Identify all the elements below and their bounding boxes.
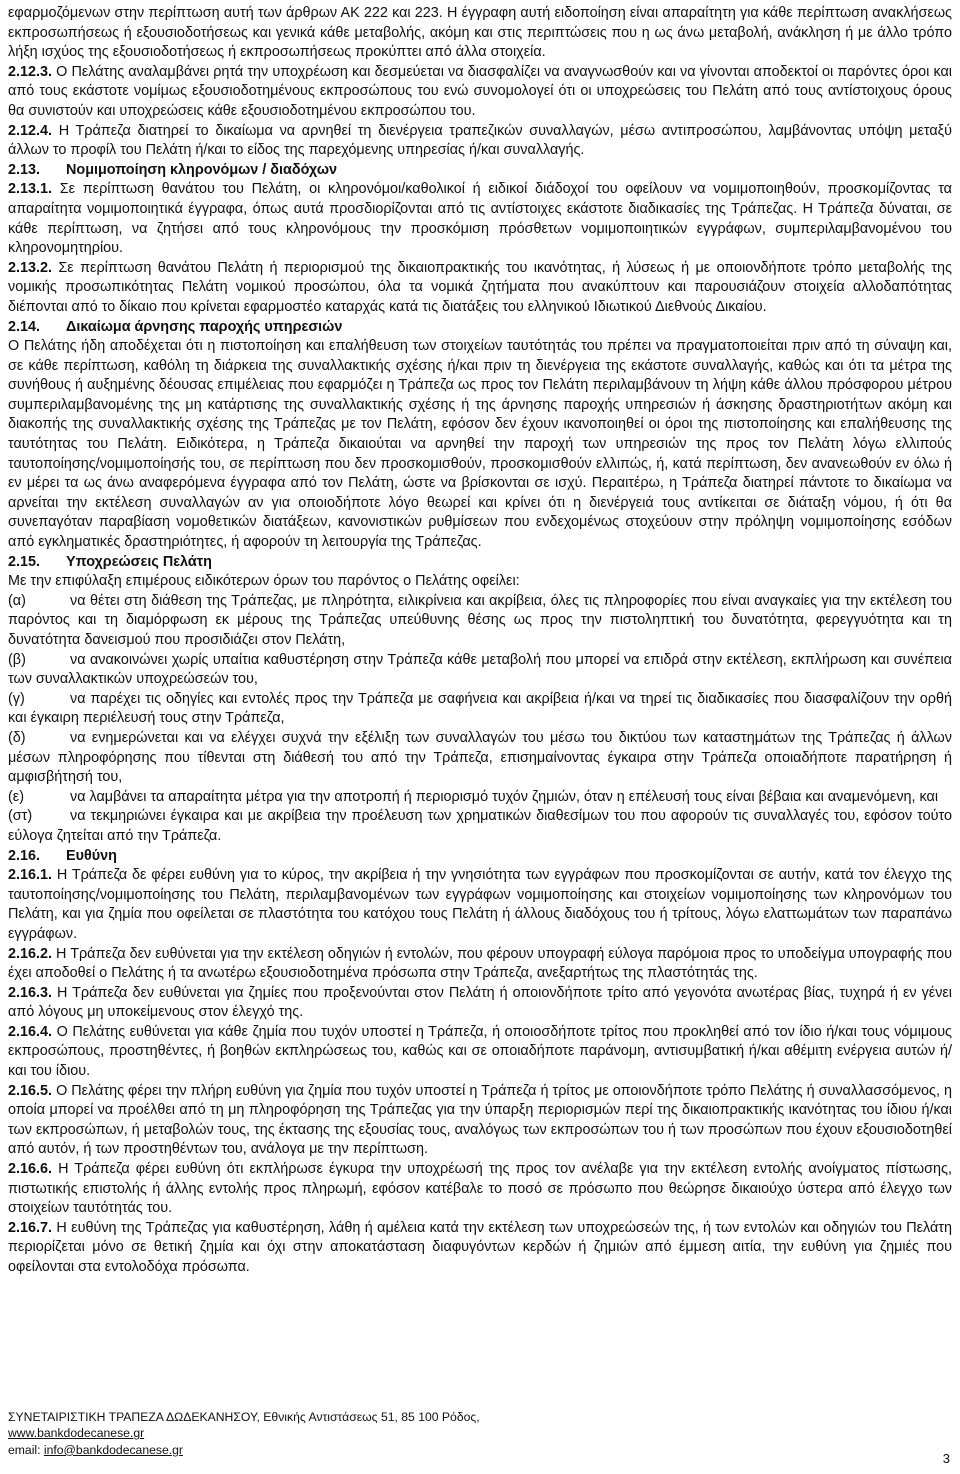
list-item: (ε) να λαμβάνει τα απαραίτητα μέτρα για την αποτροπή ή περιορισμό τυχόν ζημιών, όταν η επέλευσή τους είναι βέβαια και αναμενόμενη, και xyxy=(8,788,939,805)
list-item: (α) να θέτει στη διάθεση της Τράπεζας, με πληρότητα, ειλικρίνεια και ακρίβεια, όλες τις πληροφορίες που είναι αναγκαίες για την εκτέλεση του παρόντος και τη διαμόρφωση εκ μέρους της Τράπεζας υπεύθυνης θέσης ως προς την πιστοληπτική του δυνατότητα, φερεγγυότητα και τη δυνατότητα δανεισμού που προσιδιάζει στον Πελάτη, xyxy=(8,592,952,648)
paragraph-2-12-3: 2.12.3. Ο Πελάτης αναλαμβάνει ρητά την υποχρέωση και δεσμεύεται να διασφαλίζει να αναγνωσθούν και να γίνονται αποδεκτοί οι παρόντες όροι και από τους εκάστοτε νομίμως εξουσιοδοτημένους εκπροσώπους του ενώ συνομολογεί ότι οι υποχρεώσεις του Πελάτη από τους αντίστοιχους όρους θα συνιστούν και υποχρεώσεις κάθε εξουσιοδοτημένου εκπροσώπου του. xyxy=(8,63,952,119)
page-footer xyxy=(8,1409,952,1458)
paragraph-2-14: Ο Πελάτης ήδη αποδέχεται ότι η πιστοποίηση και επαλήθευση των στοιχείων ταυτότητάς του πρέπει να πραγματοποιείται πριν από τη σύναψη και, σε κάθε περίπτωση, καθόλη τη διάρκεια της συναλλακτικής σχέσης ή/και πριν τη διενέργεια της εκάστοτε συναλλαγής, καθώς και ότι τα μέτρα της συνήθους ή αυξημένης δέουσας επιμέλειας που εφαρμόζει η Τράπεζα ως προς τον Πελάτη περιλαμβάνουν τη λήψη κάθε άλλου πρόσφορου μέτρου συμπεριλαμβανομένης της μη κατάρτισης της συναλλακτικής σχέσης ή της άρνησης παροχής υπηρεσιών ή άσκησης δραστηριοτήτων ακόμη και διακοπής της συναλλακτικής σχέσης της Τράπεζας με τον Πελάτη, εφόσον δεν έχουν ικανοποιηθεί οι όροι της πιστοποίησης και επαλήθευσης της ταυτότητας του Πελάτη. Ειδικότερα, η Τράπεζα δικαιούται να αρνηθεί την παροχή των υπηρεσιών της προς τον Πελάτη λόγω ελλιπούς ταυτοποίησης/νομιμοποίησής του, σε περίπτωση που δεν προσκομισθούν, προσκομισθούν ελλιπώς, ή, κατά περίπτωση, δεν ανανεωθούν εν όλω ή εν μέρει τα ως άνω αναφερόμενα έγγραφα από τον Πελάτη, ώστε να βρίσκονται σε ισχύ. Περαιτέρω, η Τράπεζα διατηρεί πάντοτε το δικαίωμα να αρνείται την εκτέλεση συναλλαγών αν για οποιοδήποτε λόγο θεωρεί και κρίνει ότι η διενέργειά τους αντίκειται σε διάταξη νόμου, ή ότι θα συνεπαγόταν παραβίαση νομοθετικών διατάξεων, κανονιστικών ρυθμίσεων που ενδεχομένως στοχεύουν στην πρόληψη νομιμοποίησης εσόδων από εγκληματικές δραστηριότητες, ή αφορούν τη λειτουργία της Τράπεζας. xyxy=(8,338,952,551)
paragraph-2-16-4: 2.16.4. Ο Πελάτης ευθύνεται για κάθε ζημία που τυχόν υποστεί η Τράπεζα, ή οποιοσδήποτε τρίτος που προκληθεί από τον ίδιο ή/και τους νόμιμους εκπροσώπους, προστηθέντες, ή βοηθών εκπληρώσεως του, καθώς και σε οποιαδήποτε παράνομη, αντισυμβατική ή/και αθέμιτη ενέργεια αυτών ή/και του ίδιου. xyxy=(8,1023,952,1080)
list-item: (γ) να παρέχει τις οδηγίες και εντολές προς την Τράπεζα με σαφήνεια και ακρίβεια ή/και να τηρεί τις διαδικασίες που διασφαλίζουν την ορθή και έγκαιρη περιέλευσή τους στην Τράπεζα, xyxy=(8,690,952,727)
paragraph-2-13-2: 2.13.2. Σε περίπτωση θανάτου Πελάτη ή περιορισμού της δικαιοπρακτικής του ικανότητας, ή λύσεως ή με οποιονδήποτε τρόπο μεταβολής της νομικής προσωπικότητας Πελάτη νομικού προσώπου, όλα τα νομικά ζητήματα που ανακύπτουν και παρουσιάζουν στοιχεία αλλοδαπότητας διέπονται από το δίκαιο που κρίνεται εφαρμοστέο καταρχάς κατά τις διατάξεις του ελληνικού Ιδιωτικού Διεθνούς Δικαίου. xyxy=(8,259,952,315)
paragraph: εφαρμοζόμενων στην περίπτωση αυτή των άρθρων ΑΚ 222 και 223. Η έγγραφη αυτή ειδοποίηση είναι απαραίτητη για κάθε περίπτωση ανακλήσεως εκπροσωπήσεως ή εξουσιοδοτήσεως και γενικά κάθε μεταβολής, ακόμη και στις περιπτώσεις που η ως άνω μεταβολή, ανάκληση ή με άλλο τρόπο λήξη ισχύος της εξουσιοδοτήσεως ή εκπροσωπήσεως προκύπτει από άλλα στοιχεία. xyxy=(8,5,952,61)
list-item: (στ) να τεκμηριώνει έγκαιρα και με ακρίβεια την προέλευση των χρηματικών διαθεσίμων του που αφορούν τις συναλλαγές του, εφόσον τούτο εύλογα ζητείται από την Τράπεζα. xyxy=(8,808,952,844)
section-heading-2-14: 2.14. Δικαίωμα άρνησης παροχής υπηρεσιών xyxy=(8,318,343,335)
footer-email: email: info@bankdodecanese.gr xyxy=(8,1442,183,1457)
section-heading-2-16: 2.16. Ευθύνη xyxy=(8,847,117,864)
paragraph-2-16-5: 2.16.5. Ο Πελάτης φέρει την πλήρη ευθύνη για ζημία που τυχόν υποστεί η Τράπεζα ή τρίτος με οποιονδήποτε τρόπο Πελάτης ή συναλλασσόμενος, η οποία μπορεί να προέλθει από τη μη πληροφόρηση της Τράπεζας για την ύπαρξη περιορισμών περί της δικαιοπρακτικής ικανότητας του ίδιου ή/και των εκπροσώπων, ή μεταβολών τους, της έκτασης της εξουσίας τους, αναλόγως των εκπροσώπων του ή των προσώπων που έχουν εξουσιοδοτηθεί από αυτόν, ή των προστηθέντων του, ανάλογα με την περίπτωση. xyxy=(8,1082,953,1158)
paragraph-2-13-1: 2.13.1. Σε περίπτωση θανάτου του Πελάτη, οι κληρονόμοι/καθολικοί ή ειδικοί διάδοχοί του οφείλουν να νομιμοποιηθούν, προσκομίζοντας τα απαραίτητα νομιμοποιητικά έγγραφα, όπως αυτά προσδιορίζονται από τις αντίστοιχες εκάστοτε διαδικασίες της Τράπεζας. Η Τράπεζα δύναται, σε κάθε περίπτωση, να ζητήσει από τους κληρονόμους την προσκόμιση πρόσθετων νομιμοποιητικών εγγράφων, συμπεριλαμβανομένου του κληρονομητηρίου. xyxy=(8,181,953,257)
paragraph-2-15: Με την επιφύλαξη επιμέρους ειδικότερων όρων του παρόντος ο Πελάτης οφείλει: xyxy=(8,573,520,590)
paragraph-2-16-6: 2.16.6. Η Τράπεζα φέρει ευθύνη ότι εκπλήρωσε έγκυρα την υποχρέωσή της προς τον ανέλαβε για την εκτέλεση εντολής ανοίγματος πίστωσης, πιστωτικής επιστολής ή άλλης εντολής προς πληρωμή, εφόσον κατέβαλε το ποσό σε πρόσωπο που θεώρησε δικαιούχο ύστερα από έλεγχο των στοιχείων ταυτότητάς του. xyxy=(8,1161,952,1217)
page-number: 3 xyxy=(942,1451,950,1466)
email-link[interactable]: info@bankdodecanese.gr xyxy=(43,1442,183,1457)
footer-address: ΣΥΝΕΤΑΙΡΙΣΤΙΚΗ ΤΡΑΠΕΖΑ ΔΩΔΕΚΑΝΗΣΟΥ, Εθνικής Αντιστάσεως 51, 85 100 Ρόδος, xyxy=(8,1410,480,1424)
section-heading-2-15: 2.15. Υποχρεώσεις Πελάτη xyxy=(8,553,212,570)
document-body xyxy=(8,4,952,1278)
paragraph-2-16-7: 2.16.7. Η ευθύνη της Τράπεζας για καθυστέρηση, λάθη ή αμέλεια κατά την εκτέλεση των υποχρεώσεών της, ή των εντολών και οδηγιών του Πελάτη περιορίζεται μόνο σε θετική ζημία και όχι στην αποκατάσταση διαφυγόντων κερδών ή ζημιών από έμμεση αιτία, την ευθύνη για ζημιές που οφείλονται στα εντολοδόχα πρόσωπα. xyxy=(8,1219,952,1275)
section-heading-2-13: 2.13. Νομιμοποίηση κληρονόμων / διαδόχων xyxy=(8,161,337,178)
paragraph-2-16-2: 2.16.2. Η Τράπεζα δεν ευθύνεται για την εκτέλεση οδηγιών ή εντολών, που φέρουν υπογραφή εύλογα παρόμοια προς το υποδείγμα υπογραφής που έχει αποδοθεί ο Πελάτης ή τα ανωτέρω εξουσιοδοτημένα πρόσωπα στην Τράπεζα, ανεξαρτήτως της πλαστότητάς της. xyxy=(8,945,952,982)
list-item: (δ) να ενημερώνεται και να ελέγχει συχνά την εξέλιξη των συναλλαγών του μέσω του δικτύου των καταστημάτων της Τράπεζας ή άλλων μέσων πληροφόρησης που τίθενται στη διάθεσή του από την Τράπεζα, επισημαίνοντας έγκαιρα στην Τράπεζα οποιαδήποτε παρατήρηση ή αμφισβήτησή του, xyxy=(8,729,952,786)
paragraph-2-12-4: 2.12.4. Η Τράπεζα διατηρεί το δικαίωμα να αρνηθεί τη διενέργεια τραπεζικών συναλλαγών, μέσω αντιπροσώπου, λαμβάνοντας υπόψη μεταξύ άλλων το προφίλ του Πελάτη ή/και το είδος της παρεχόμενης υπηρεσίας ή/και συναλλαγής. xyxy=(8,122,952,159)
list-item: (β) να ανακοινώνει χωρίς υπαίτια καθυστέρηση στην Τράπεζα κάθε μεταβολή που μπορεί να επιδρά στην εκτέλεση, εκπλήρωση και συνέπεια των συναλλακτικών υποχρεώσεών του, xyxy=(8,651,952,688)
paragraph-2-16-3: 2.16.3. Η Τράπεζα δεν ευθύνεται για ζημίες που προξενούνται στον Πελάτη ή οποιονδήποτε τρίτο από γεγονότα ανωτέρας βίας, τυχηρά ή εν γένει από λόγους μη υποκείμενους στον έλεγχό της. xyxy=(8,984,953,1021)
paragraph-2-16-1: 2.16.1. Η Τράπεζα δε φέρει ευθύνη για το κύρος, την ακρίβεια ή την γνησιότητα των εγγράφων που προσκομίζονται σε αυτήν, κατά τον έλεγχο της ταυτοποίησης/νομιμοποίησης του Πελάτη, περιλαμβανομένων των εγγράφων νομιμοποίησης και στοιχείων νομιμοποίησης των κληρονόμων του Πελάτη, και για ζημία που οφείλεται σε πλαστότητα του κατόχου τους Πελάτη ή άλλους διαδόχους του ή τρίτους, λόγω ελαττωμάτων των παραπάνω εγγράφων. xyxy=(8,867,952,942)
website-link[interactable]: www.bankdodecanese.gr xyxy=(8,1426,145,1441)
